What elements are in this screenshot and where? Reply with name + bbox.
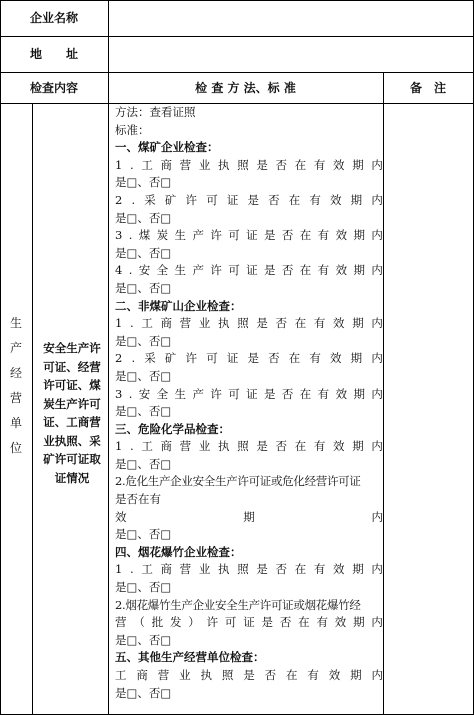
item-line: 业执照、采 [43,433,101,448]
question-char: 1 [115,439,123,454]
company-name-label: 企业名称 [29,11,78,25]
question-char: . [128,228,133,243]
question-char: 可 [228,263,240,278]
question-char: 内 [371,562,383,577]
question-char: 照 [237,439,249,454]
question-char: . [130,562,134,577]
question-char: 在 [294,562,307,577]
question-char: 可 [224,615,237,630]
spread-char: 内 [371,509,383,524]
question-char: 4 [115,263,123,278]
border-top [0,0,474,1]
checklist-question [115,386,383,404]
question-char: 照 [237,157,249,172]
question-char: 是 [256,316,268,331]
method-standard-content [115,104,383,702]
question-char: 证 [226,192,239,207]
question-char: 证 [246,263,258,278]
question-char: 否 [281,228,294,243]
spread-char: 效 [115,509,127,524]
question-char: 否 [279,615,292,630]
checklist-question-continued [115,509,383,527]
col-divider-label [108,0,109,715]
question-char: 1 [115,316,123,331]
question-char: 执 [218,562,230,577]
remarks-cell[interactable] [385,105,471,711]
question-char: 否 [275,157,288,172]
question-char: 效 [333,439,345,454]
question-char: 否 [281,386,294,401]
question-char: 许 [210,228,222,243]
question-char: 工 [141,439,153,454]
yes-no-checkbox[interactable]: 是□、否□ [115,456,172,471]
checklist-question [115,192,383,210]
question-char: 有 [313,316,326,331]
question-char: 效 [328,668,341,682]
question-char: 在 [299,228,312,243]
question-char: 内 [371,192,383,207]
question-char: 内 [371,439,383,454]
yes-no-checkbox[interactable]: 是□、否□ [115,333,172,348]
checklist-question [115,262,383,280]
question-char: 执 [218,157,230,172]
question-char: 照 [237,562,249,577]
question-char: 可 [206,192,218,207]
question-char: 效 [330,192,342,207]
question-char: 期 [350,192,363,207]
question-char: 内 [371,316,383,331]
question-char: 是 [261,615,273,630]
question-char: （ [133,615,145,630]
yes-no-checkbox[interactable]: 是□、否□ [115,210,172,225]
question-char: 效 [333,157,345,172]
col-divider-category [32,103,33,715]
question-char: 期 [353,228,365,243]
question-char: 否 [268,192,280,207]
question-char: . [130,157,134,172]
question-char: 商 [160,439,172,454]
question-char: 否 [275,562,288,577]
question-char: 营 [115,615,127,630]
yes-no-checkbox[interactable]: 是□、否□ [115,632,172,647]
question-char: 执 [218,439,230,454]
question-char: 营 [157,668,170,682]
item-line: 安全生产许 [43,341,101,355]
question-char: 执 [218,316,230,331]
question-char: 是 [256,439,268,454]
category-char: 营 [9,391,22,405]
item-line: 炭生产许可 [43,396,101,411]
question-char: 产 [192,386,204,401]
item-line: 许可证、煤 [43,378,101,392]
question-char: 效 [335,228,348,243]
question-char: 商 [136,668,148,682]
question-char: 许 [185,351,198,366]
question-char: . [131,351,136,366]
question-char: 效 [330,351,342,366]
address-label: 地 址 [29,47,78,61]
question-char: 期 [352,157,364,172]
checklist-question-continued: 是否在有 [115,492,161,507]
question-char: 煤 [138,228,151,243]
question-char: 效 [333,562,345,577]
question-char: 营 [179,562,192,577]
question-char: 营 [179,157,192,172]
question-char: 期 [350,668,362,682]
question-char: 生 [174,263,187,278]
question-char: 工 [141,316,153,331]
question-char: 业 [179,668,191,682]
category-label [0,311,32,461]
yes-no-checkbox[interactable]: 是□、否□ [115,685,172,700]
question-char: 业 [198,157,211,172]
question-char: 否 [268,351,280,366]
question-char: 生 [174,228,187,243]
question-char: 内 [371,157,383,172]
question-char: . [131,192,136,207]
question-char: 业 [198,562,211,577]
question-char: 矿 [164,192,177,207]
checklist-question-continued [115,614,383,632]
checklist-question [115,350,383,368]
question-char: 工 [115,668,127,682]
question-char: 商 [160,157,172,172]
question-char: 有 [313,562,326,577]
question-char: 2 [115,192,123,207]
company-name-value[interactable] [110,2,472,34]
question-char: 3 [115,228,123,243]
checklist-question [115,315,383,333]
item-description [36,339,108,487]
question-char: 许 [210,263,222,278]
col-divider-remarks [383,72,384,715]
question-char: 效 [335,386,348,401]
checklist-question [115,667,383,685]
question-char: 是 [243,668,255,682]
question-char: 内 [371,615,383,630]
question-char: 全 [156,386,169,401]
question-char: 是 [247,192,259,207]
question-char: 执 [200,668,212,682]
question-char: 1 [115,562,123,577]
question-char: 在 [298,615,310,630]
checklist-question [115,227,383,245]
question-char: 期 [353,263,365,278]
question-char: 在 [288,351,301,366]
checklist-question: 2.危化生产企业安全生产许可证或危化经营许可证 [115,474,361,489]
question-char: 矿 [164,351,177,366]
question-char: 安 [138,263,151,278]
yes-no-checkbox[interactable]: 是□、否□ [115,580,172,595]
yes-no-checkbox[interactable]: 是□、否□ [115,368,172,383]
question-char: . [130,439,134,454]
yes-no-checkbox[interactable]: 是□、否□ [115,527,172,542]
question-char: 有 [307,668,319,682]
question-char: 照 [237,316,249,331]
checklist-question [115,561,383,579]
address-value[interactable] [110,38,472,70]
question-char: 效 [333,316,345,331]
noncoal-section-title: 二、非煤矿山企业检查： [115,298,242,313]
question-char: 采 [144,192,156,207]
question-char: 内 [371,228,383,243]
question-char: 安 [138,386,151,401]
question-char: 工 [141,157,153,172]
item-line: 证情况 [54,470,90,485]
question-char: 内 [371,386,383,401]
question-char: . [130,316,134,331]
method-line: 方法：查看证照 [115,105,196,119]
question-char: 内 [371,263,383,278]
checklist-question: 2.烟花爆竹生产企业安全生产许可证或烟花爆竹经 [115,597,361,612]
row-divider-2 [0,72,474,73]
question-char: 是 [264,263,276,278]
question-char: 期 [353,615,365,630]
fireworks-section-title: 四、烟花爆竹企业检查： [115,544,242,559]
question-char: 效 [334,615,347,630]
question-char: 效 [335,263,348,278]
question-char: 是 [256,562,268,577]
checklist-question [115,157,383,175]
category-char: 经 [9,366,22,380]
question-char: 有 [316,615,328,630]
question-char: ） [188,615,200,630]
question-char: . [128,263,133,278]
question-char: 商 [160,316,172,331]
question-char: 否 [275,316,288,331]
question-char: 在 [294,316,307,331]
question-char: 许 [185,192,198,207]
question-char: 在 [294,157,307,172]
question-char: 内 [371,351,383,366]
question-char: 证 [243,615,255,630]
method-standard-label: 检 查 方 法、标 准 [195,81,296,95]
question-char: 1 [115,157,123,172]
question-char: 工 [141,562,153,577]
question-char: 营 [179,439,192,454]
question-char: 生 [174,386,187,401]
question-char: 有 [317,386,330,401]
question-char: 是 [247,351,259,366]
question-char: 期 [353,386,365,401]
question-char: 全 [156,263,169,278]
question-char: 是 [264,386,276,401]
question-char: 3 [115,386,123,401]
question-char: 照 [221,668,234,682]
question-char: 商 [160,562,172,577]
question-char: 在 [288,192,301,207]
question-char: 许 [210,386,222,401]
question-char: 在 [286,668,298,682]
question-char: 采 [144,351,156,366]
other-section-title: 五、其他生产经营单位检查： [115,650,265,665]
question-char: 证 [246,228,258,243]
chem-section-title: 三、危险化学品检查： [115,421,230,436]
category-char: 单 [9,416,22,430]
yes-no-checkbox[interactable]: 是□、否□ [115,175,172,190]
question-char: 在 [299,386,312,401]
question-char: 证 [226,351,239,366]
question-char: 否 [275,439,288,454]
yes-no-checkbox[interactable]: 是□、否□ [115,245,172,260]
question-char: 期 [350,351,363,366]
remarks-label: 备 注 [409,81,446,95]
question-char: 有 [309,351,321,366]
question-char: 可 [228,228,240,243]
category-char: 生 [9,316,22,330]
question-char: 有 [313,157,326,172]
question-char: 许 [206,615,219,630]
question-char: 2 [115,351,123,366]
question-char: 是 [264,228,276,243]
question-char: 发 [169,615,182,630]
item-line: 证、工商营 [43,415,101,429]
category-char: 产 [9,341,22,355]
question-char: 有 [317,228,330,243]
question-char: 可 [206,351,218,366]
question-char: 期 [352,439,364,454]
question-char: 业 [198,316,211,331]
question-char: 是 [256,157,268,172]
question-char: 否 [281,263,294,278]
item-line: 矿许可证取 [43,452,101,466]
question-char: 有 [309,192,321,207]
question-char: 证 [246,386,258,401]
question-char: 批 [151,615,164,630]
question-char: 营 [179,316,192,331]
coal-section-title: 一、煤矿企业检查： [115,140,219,155]
yes-no-checkbox[interactable]: 是□、否□ [115,404,172,419]
question-char: 炭 [156,228,169,243]
question-char: 产 [192,263,204,278]
question-char: 有 [317,263,330,278]
question-char: 业 [198,439,211,454]
inspection-content-label: 检查内容 [29,81,78,95]
yes-no-checkbox[interactable]: 是□、否□ [115,280,172,295]
question-char: 可 [228,386,240,401]
category-char: 位 [9,441,22,455]
question-char: 在 [299,263,312,278]
question-char: 否 [264,668,277,682]
checklist-question [115,438,383,456]
row-divider-1 [0,36,474,37]
question-char: 期 [352,316,364,331]
question-char: 内 [371,668,383,682]
question-char: 期 [352,562,364,577]
question-char: . [128,386,133,401]
question-char: 产 [192,228,204,243]
question-char: 在 [294,439,307,454]
standard-line: 标准： [115,122,150,137]
question-char: 有 [313,439,326,454]
spread-char: 期 [243,509,255,524]
item-line: 可证、经营 [43,359,101,374]
